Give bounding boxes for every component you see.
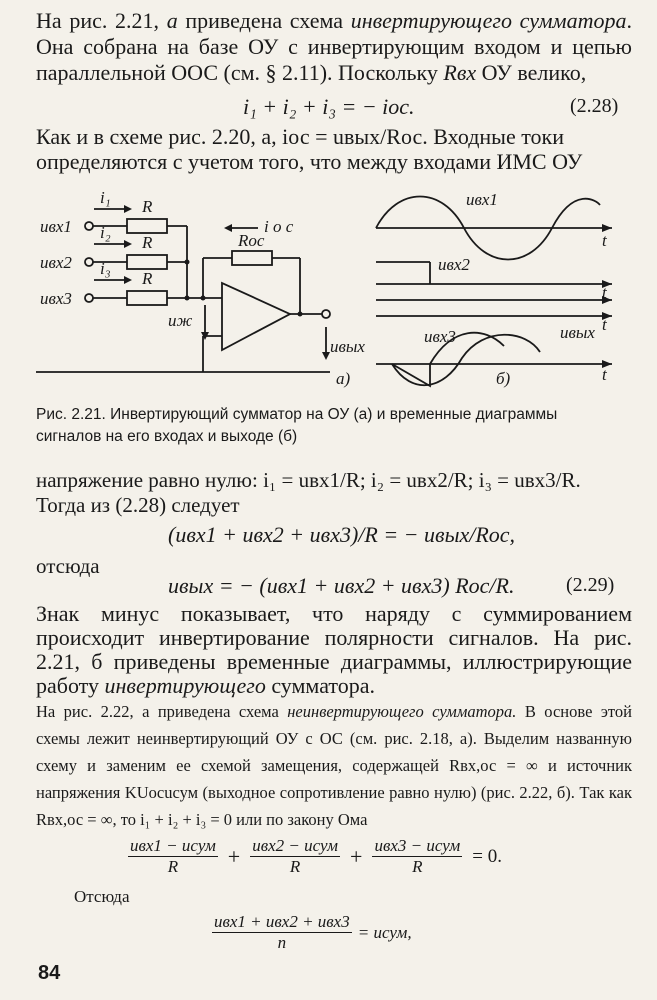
label-uvyx: uвых bbox=[330, 337, 365, 356]
wave-label-uvyx: uвых bbox=[560, 323, 595, 342]
label-r1: R bbox=[142, 197, 153, 216]
text-otsyuda-2: Отсюда bbox=[74, 887, 130, 906]
italic-term: неинвертирующего сумматора. bbox=[287, 702, 517, 721]
fraction bbox=[250, 836, 340, 877]
text-otsyuda: отсюда bbox=[36, 554, 100, 578]
label-r3: R bbox=[142, 269, 153, 288]
label-i1: i₁ bbox=[100, 188, 111, 207]
label-ioc: i о с bbox=[264, 217, 294, 236]
italic-term: инвертирующего сумматора bbox=[350, 8, 627, 33]
equation-final bbox=[212, 912, 412, 953]
plus-sign: + bbox=[227, 843, 241, 869]
equation-2-28: i₁ + i₂ + i₃ = − iос. bbox=[243, 94, 415, 119]
label-uvx2: uвх2 bbox=[40, 253, 72, 272]
text: приведена схема bbox=[177, 8, 351, 33]
panel-label-b: б) bbox=[496, 369, 511, 388]
text: В основе этой схемы лежит неинвертирующий ОУ с ОС (см. рис. 2.18, а). Выделим названную схему и заменим ее схемой замещения, содержащей Rвх,ос = ∞ и источник напряжения KUocuсум (выходное сопротивление равно нулю) (рис. 2.22, б). Так как Rвх,ос = ∞, то i₁ + i₂ + i₃ = 0 или по закону Ома bbox=[36, 702, 632, 829]
paragraph-intro bbox=[36, 8, 632, 86]
fraction bbox=[128, 836, 218, 877]
label-i2: i₂ bbox=[100, 223, 111, 242]
fraction bbox=[372, 836, 462, 877]
label-uvx3: uвх3 bbox=[40, 289, 72, 308]
numerator: uвх1 + uвх2 + uвх3 bbox=[214, 912, 350, 931]
text: На рис. 2.22, а приведена схема bbox=[36, 702, 288, 721]
label-roc: Rос bbox=[238, 231, 265, 250]
paragraph-sign bbox=[36, 602, 632, 698]
numerator: uвх3 − uсум bbox=[374, 836, 461, 855]
plus-sign: + bbox=[350, 843, 363, 869]
paragraph-noninverting bbox=[36, 698, 632, 833]
axis-label-t: t bbox=[602, 231, 607, 250]
text: ОУ велико, bbox=[476, 60, 587, 85]
label-r2: R bbox=[142, 233, 153, 252]
symbol: Rвх bbox=[443, 60, 477, 85]
text-line: напряжение равно нулю: i₁ = uвх1/R; i₂ = uвх2/R; i₃ = uвх3/R. bbox=[36, 468, 581, 492]
text-line: Как и в схеме рис. 2.20, a, iос = uвых/Rос. Входные токи bbox=[36, 124, 564, 149]
paragraph-zero-voltage bbox=[36, 468, 636, 518]
label-i3: i₃ bbox=[100, 259, 111, 278]
equation-2-29: uвых = − (uвх1 + uвх2 + uвх3) Rос/R. bbox=[168, 573, 515, 598]
denominator: R bbox=[167, 857, 179, 876]
equation-rhs: = uсум, bbox=[357, 922, 412, 942]
panel-label-a: а) bbox=[336, 369, 351, 388]
fraction bbox=[212, 912, 352, 953]
denominator: R bbox=[289, 857, 301, 876]
equation-rhs: = 0. bbox=[472, 845, 502, 867]
figure-2-21 bbox=[0, 178, 657, 400]
wave-label-uvx3: uвх3 bbox=[424, 327, 456, 346]
equation-ohm bbox=[128, 836, 502, 877]
page-number: 84 bbox=[38, 962, 61, 984]
numerator: uвх1 − uсум bbox=[130, 836, 216, 855]
paragraph-currents bbox=[36, 124, 632, 174]
text: а bbox=[166, 8, 178, 33]
wave-label-uvx1: uвх1 bbox=[466, 190, 498, 209]
text-line: Тогда из (2.28) следует bbox=[36, 493, 240, 517]
figure-caption: Рис. 2.21. Инвертирующий сумматор на ОУ (а) и временные диаграммы сигналов на его входах и выходе (б) bbox=[36, 406, 558, 445]
equation-number: (2.28) bbox=[570, 95, 619, 117]
text: На рис. 2.21, bbox=[36, 8, 167, 33]
wave-label-uvx2: uвх2 bbox=[438, 255, 470, 274]
axis-label-t: t bbox=[602, 315, 607, 334]
equation-sum: (uвх1 + uвх2 + uвх3)/R = − uвых/Rос, bbox=[168, 522, 516, 547]
text: . Она собрана на базе ОУ с инвертирующим входом и цепью параллельной ООС (см. § 2.11). Поскольку bbox=[36, 8, 632, 85]
denominator: n bbox=[277, 933, 287, 952]
numerator: uвх2 − uсум bbox=[252, 836, 339, 855]
axis-label-t: t bbox=[602, 365, 607, 384]
equation-number: (2.29) bbox=[566, 574, 615, 596]
italic-term: инвертирующего bbox=[104, 673, 266, 698]
denominator: R bbox=[412, 857, 423, 876]
axis-label-t: t bbox=[602, 283, 607, 302]
label-uvx1: uвх1 bbox=[40, 217, 72, 236]
text: сумматора. bbox=[265, 673, 375, 698]
label-uzh: uж bbox=[168, 311, 193, 330]
text: Знак минус показывает, что наряду с суммированием происходит инвертирование полярности сигналов. На рис. 2.21, б приведены временные диаграммы, иллюстрирующие работу bbox=[36, 601, 632, 698]
text-line: определяются с учетом того, что между входами ИМС ОУ bbox=[36, 149, 583, 174]
